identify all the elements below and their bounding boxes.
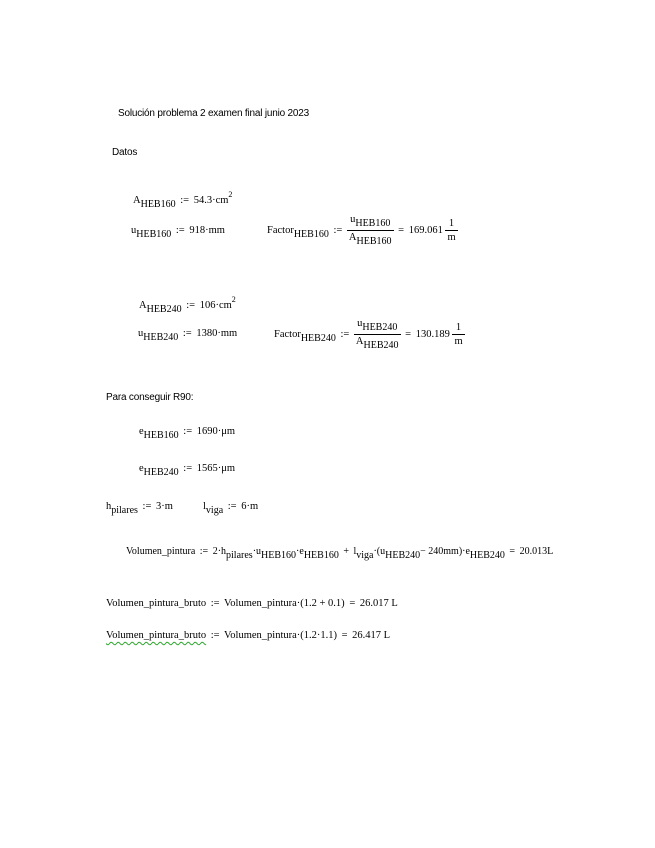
volumen-bruto-equation-2: Volumen_pintura_bruto := Volumen_pintura·(1.2·1.1) = 26.417 L (106, 630, 391, 641)
area-heb160-definition: AHEB160 := $54.3\cdot cm^2$ (133, 190, 233, 210)
r90-heading: Para conseguir R90: (106, 392, 194, 403)
perimeter-heb240-definition: uHEB240 := 1380·mm (138, 328, 238, 343)
factor-heb240-fraction: $\frac{\text{uHEB240}}{\text{AHEB240}}$ (355, 318, 399, 351)
document-title: Solución problema 2 examen final junio 2023 (118, 108, 309, 119)
redefinition-warning-underline: Volumen_pintura_bruto (106, 630, 207, 641)
height-pilares-definition: hpilares := 3·m (106, 501, 173, 516)
factor-heb160-unit: $\frac{1}{m}$ (447, 218, 456, 243)
volumen-pintura-equation: Volumen_pintura := 2·hpilares·uHEB160·eHEB160 + lviga·(uHEB240− 240mm)·eHEB240 = 20.013L (126, 546, 554, 561)
thickness-heb240-definition: eHEB240 := 1565·μm (139, 463, 236, 478)
factor-heb240-unit: $\frac{1}{m}$ (454, 322, 463, 347)
factor-heb160-definition: FactorHEB160 := $\frac{\text{uHEB160}}{\text{AHEB160}}$ = 169.061 $\frac{1}{m}$ (267, 214, 456, 247)
datos-heading: Datos (112, 147, 138, 158)
area-heb240-definition: AHEB240 := $106\cdot cm^2$ (139, 295, 236, 315)
volumen-bruto-equation-1: Volumen_pintura_bruto := Volumen_pintura·(1.2 + 0.1) = 26.017 L (106, 598, 398, 609)
factor-heb160-fraction: $\frac{\text{uHEB160}}{\text{AHEB160}}$ (348, 214, 392, 247)
length-viga-definition: lviga := 6·m (203, 501, 259, 516)
perimeter-heb160-definition: uHEB160 := 918·mm (131, 225, 225, 240)
factor-heb240-definition: FactorHEB240 := $\frac{\text{uHEB240}}{\text{AHEB240}}$ = 130.189 $\frac{1}{m}$ (274, 318, 463, 351)
thickness-heb160-definition: eHEB160 := 1690·μm (139, 426, 236, 441)
